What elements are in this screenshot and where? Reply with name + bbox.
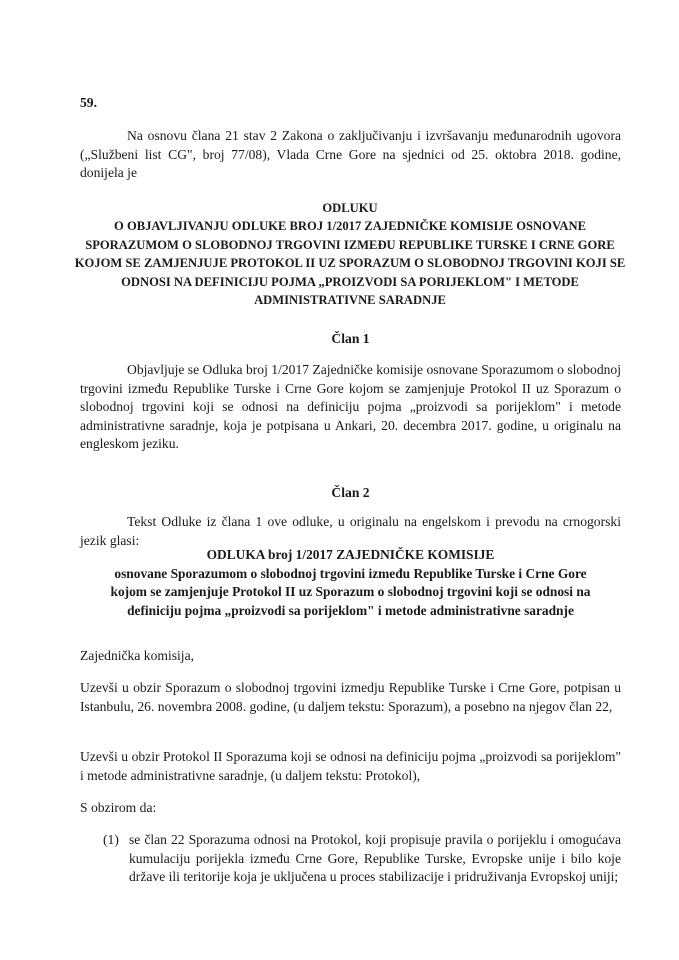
decision-title	[95, 546, 606, 620]
decision-opening: Zajednička komisija,	[80, 648, 195, 663]
title-body: O OBJAVLJIVANJU ODLUKE BROJ 1/2017 ZAJEDNIČKE KOMISIJE OSNOVANE SPORAZUMOM O SLOBODNOJ TRGOVINI IZMEĐU REPUBLIKE TURSKE I CRNE GORE KOJOM SE ZAMJENJUJE PROTOKOL II UZ SPORAZUM O SLOBODNOJ TRGOVINI KOJI SE ODNOSI NA DEFINICIJU POJMA „PROIZVODI SA PORIJEKLOM" I METODE ADMINISTRATIVNE SARADNJE	[74, 219, 626, 308]
recital-1: Uzevši u obzir Sporazum o slobodnoj trgovini izmedju Republike Turske i Crne Gore, potpisan u Istanbulu, 26. novembra 2008. godine, (u daljem tekstu: Sporazum), a posebno na njegov član 22,	[80, 680, 621, 714]
title-line: ODLUKU	[322, 201, 378, 215]
list-item	[103, 831, 621, 887]
recital-2: Uzevši u obzir Protokol II Sporazuma koji se odnosi na definiciju pojma „proizvodi sa porijeklom" i metode administrativne saradnje, (u daljem tekstu: Protokol),	[80, 749, 621, 783]
document-number: 59.	[80, 95, 97, 110]
article-2-heading: Član 2	[331, 485, 370, 500]
list-item-number: (1)	[103, 832, 119, 847]
decision-title-line: ODLUKA broj 1/2017 ZAJEDNIČKE KOMISIJE	[206, 547, 495, 562]
article-2-text: Tekst Odluke iz člana 1 ove odluke, u originalu na engelskom i prevodu na crnogorski jezik glasi:	[80, 514, 621, 548]
whereas-label: S obzirom da:	[80, 800, 157, 815]
article-1-text: Objavljuje se Odluka broj 1/2017 Zajedničke komisije osnovane Sporazumom o slobodnoj trgovini između Republike Turske i Crne Gore kojom se zamjenjuje Protokol II uz Sporazum o slobodnoj trgovini koji se odnosi na definiciju pojma „proizvodi sa porijeklom" i metode administrativne saradnje, koja je potpisana u Ankari, 20. decembra 2017. godine, u originalu na engleskom jeziku.	[80, 362, 621, 452]
list-item-text: se član 22 Sporazuma odnosi na Protokol, koji propisuje pravila o porijeklu i omogućava kumulaciju porijekla između Crne Gore, Republike Turske, Evropske unije i bilo koje države ili teritorije koja je uključena u proces stabilizacije i pridruživanja Evropskoj uniji;	[129, 832, 621, 885]
article-1-heading: Član 1	[331, 331, 370, 346]
document-title	[72, 199, 628, 309]
preamble: Na osnovu člana 21 stav 2 Zakona o zaključivanju i izvršavanju međunarodnih ugovora („Službeni list CG", broj 77/08), Vlada Crne Gore na sjednici od 25. oktobra 2018. godine, donijela je	[80, 128, 621, 181]
decision-subtitle: osnovane Sporazumom o slobodnoj trgovini između Republike Turske i Crne Gore kojom se zamjenjuje Protokol II uz Sporazum o slobodnoj trgovini koji se odnosi na definiciju pojma „proizvodi sa porijeklom" i metode administrativne saradnje	[110, 565, 591, 618]
